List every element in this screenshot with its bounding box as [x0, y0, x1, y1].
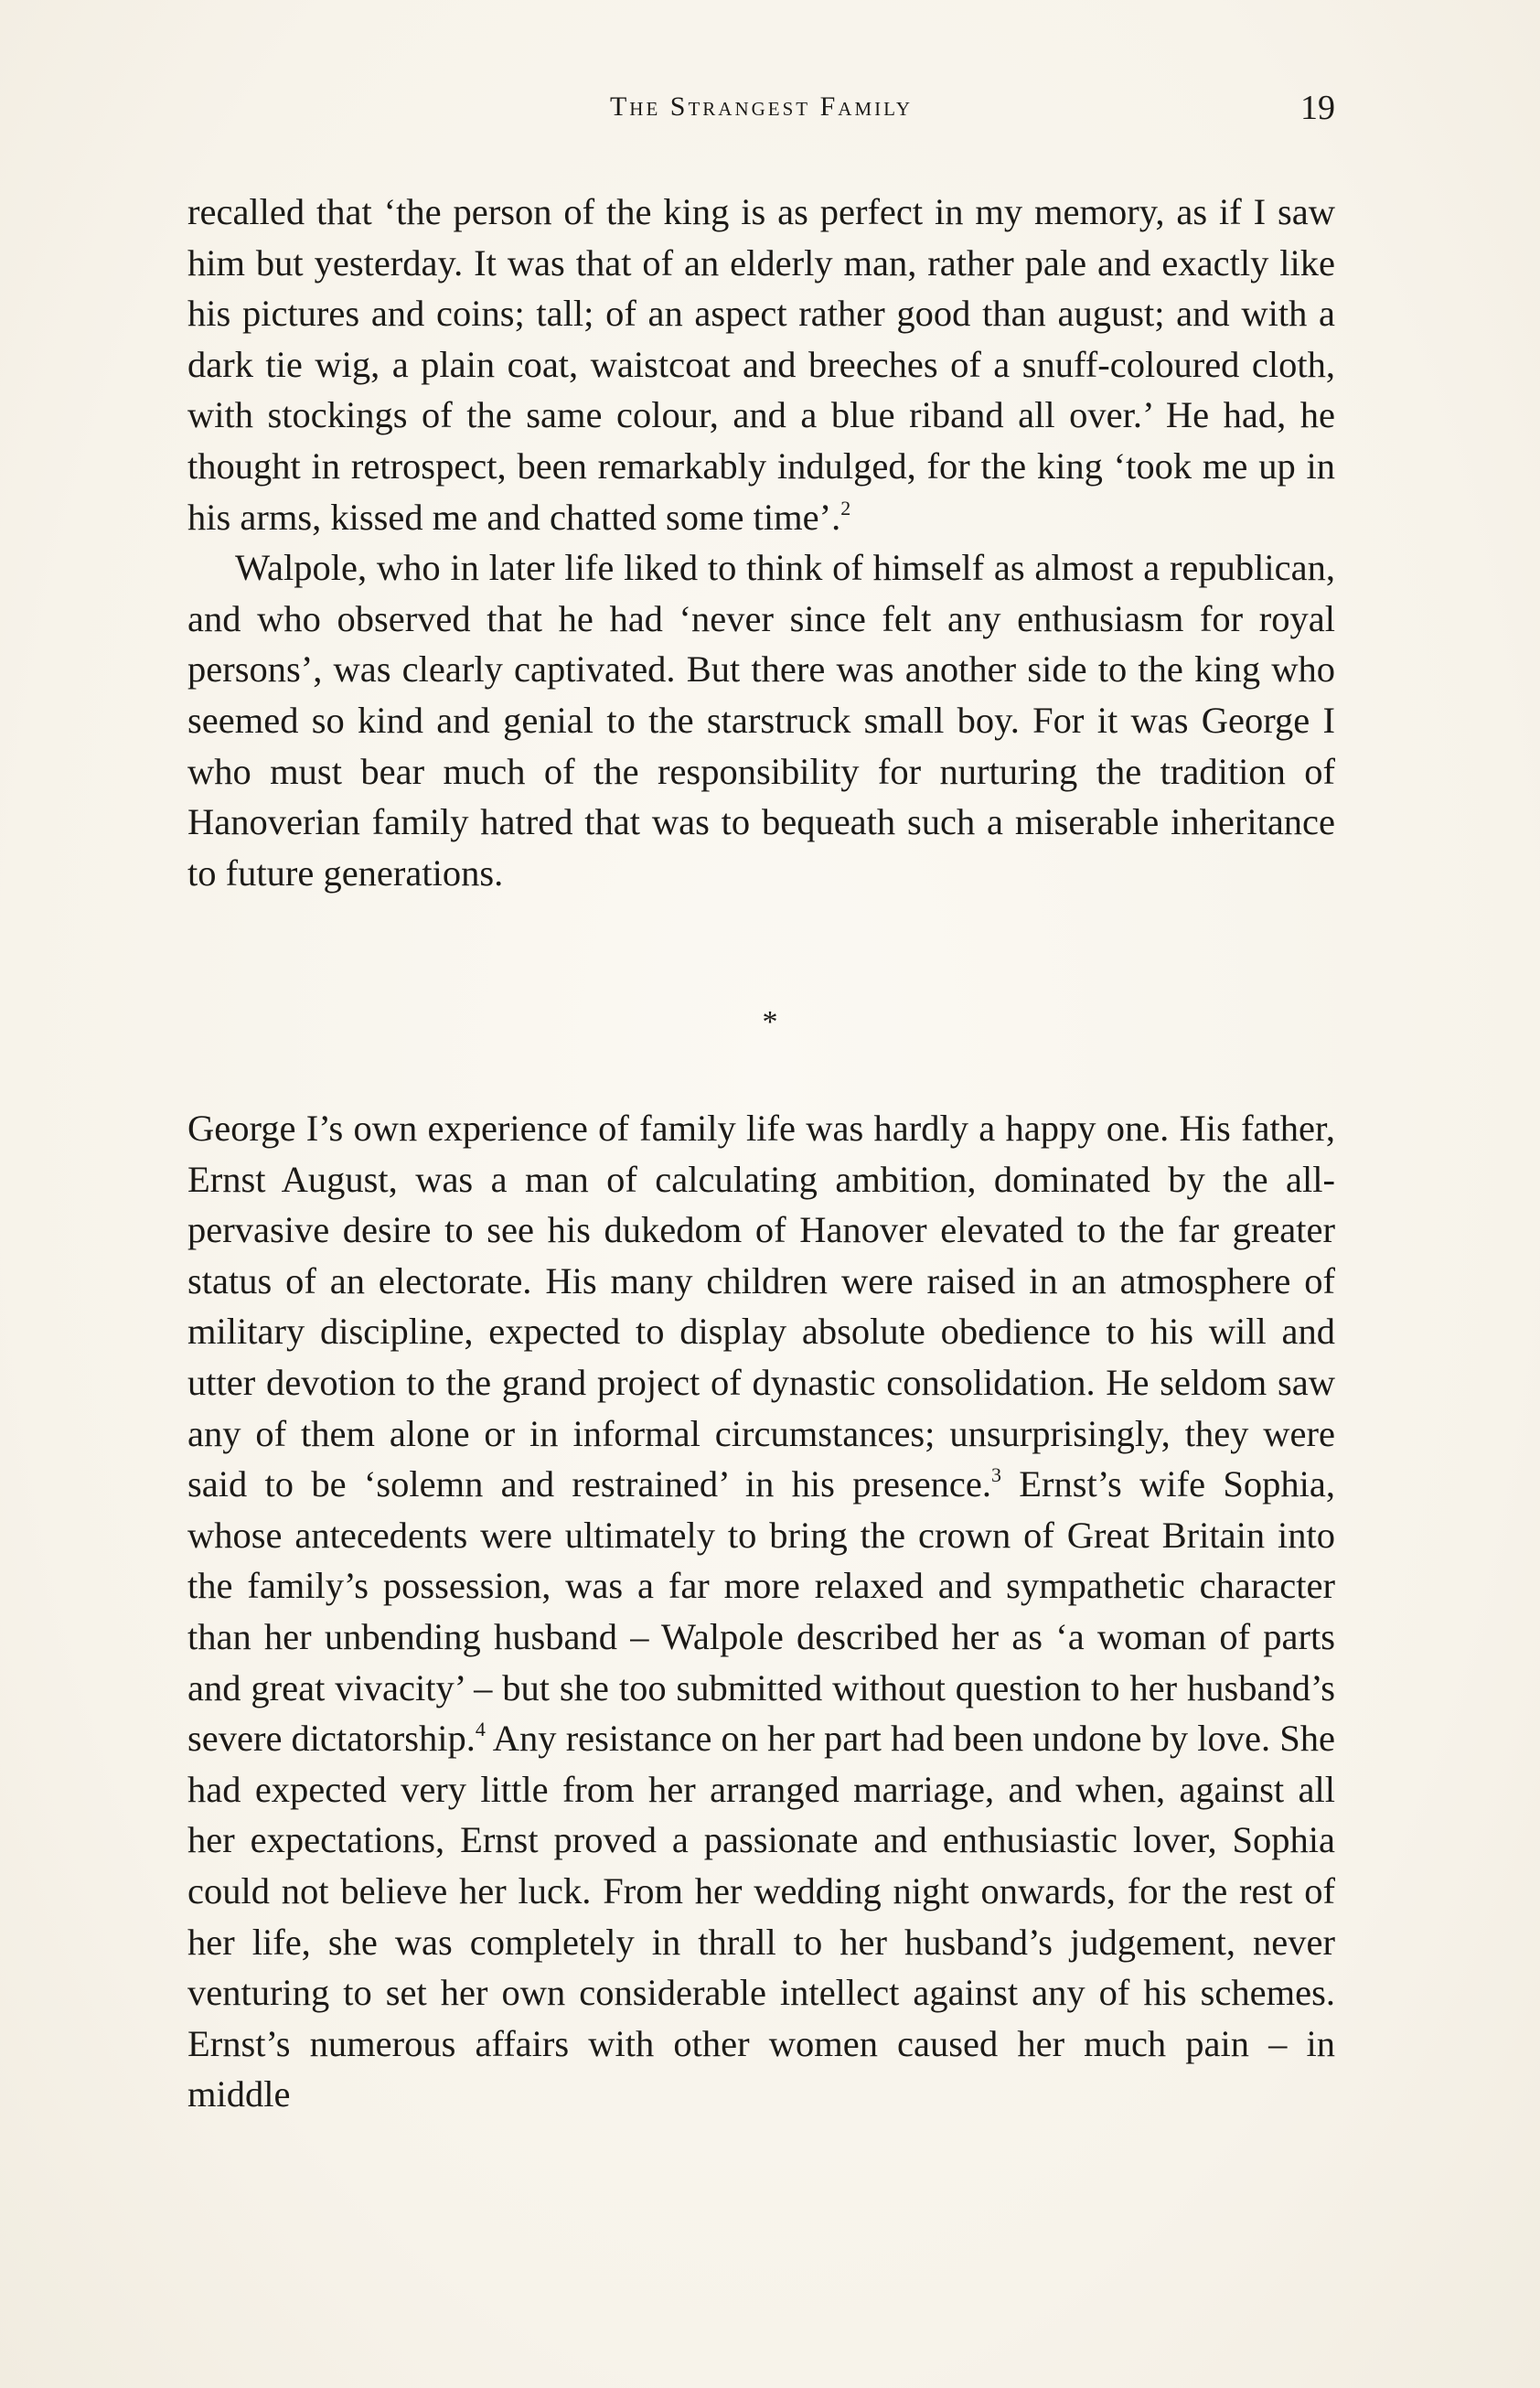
paragraph-text: recalled that ‘the person of the king is as perfect in my memory, as if I saw him but yesterday. It was that of an elderly man, rather pale and exactly like his pictures and coins; tall; of an aspect rather good than august; and with a dark tie wig, a plain coat, waistcoat and breeches of a snuff-coloured cloth, with stockings of the same colour, and a blue riband all over.’ He had, he thought in retrospect, been remarkably indulged, for the king ‘took me up in his arms, kissed me and chatted some time’. [187, 191, 1335, 538]
running-title: The Strangest Family [609, 91, 914, 122]
page-number: 19 [1300, 89, 1335, 127]
paragraph [187, 1103, 1335, 2120]
paragraph: Walpole, who in later life liked to think of himself as almost a republican, and who observed that he had ‘never since felt any enthusiasm for royal persons’, was clearly captivated. But there was another side to the king who seemed so kind and genial to the starstruck small boy. For it was George I who must bear much of the responsibility for nurturing the tradition of Hanoverian family hatred that was to bequeath such a miserable inheritance to future generations. [187, 547, 1335, 894]
footnote-ref: 4 [475, 1718, 486, 1741]
section-break-asterisk: * [762, 1005, 778, 1039]
paragraph-text: Ernst’s wife Sophia, whose antecedents were ultimately to bring the crown of Great Britain into the family’s possession, was a far more relaxed and sympathetic character than her unbending husband – Walpole described her as ‘a woman of parts and great vivacity’ – but she too submitted without question to her husband’s severe dictatorship. [187, 1463, 1335, 1760]
running-head [187, 91, 1335, 137]
paragraph-text: Any resistance on her part had been undone by love. She had expected very little from her arranged marriage, and when, against all her expectations, Ernst proved a passionate and enthusiastic lover, Sophia could not believe her luck. From her wedding night onwards, for the rest of her life, she was completely in thrall to her husband’s judgement, never venturing to set her own considerable intellect against any of his schemes. Ernst’s numerous affairs with other women caused her much pain – in middle [187, 1718, 1335, 2115]
footnote-ref: 2 [840, 496, 851, 519]
text-block-2 [187, 1103, 1335, 2120]
text-block-1 [187, 187, 1335, 898]
paragraph-continued [187, 187, 1335, 542]
footnote-ref: 3 [991, 1463, 1001, 1487]
paragraph-text: George I’s own experience of family life was hardly a happy one. His father, Ernst August, was a man of calculating ambition, dominated by the all-pervasive desire to see his dukedom of Hanover elevated to the far greater status of an electorate. His many children were raised in an atmosphere of military discipline, expected to display absolute obedience to his will and utter devotion to the grand project of dynastic consolidation. He seldom saw any of them alone or in informal circumstances; unsurprisingly, they were said to be ‘solemn and restrained’ in his presence. [187, 1108, 1335, 1505]
